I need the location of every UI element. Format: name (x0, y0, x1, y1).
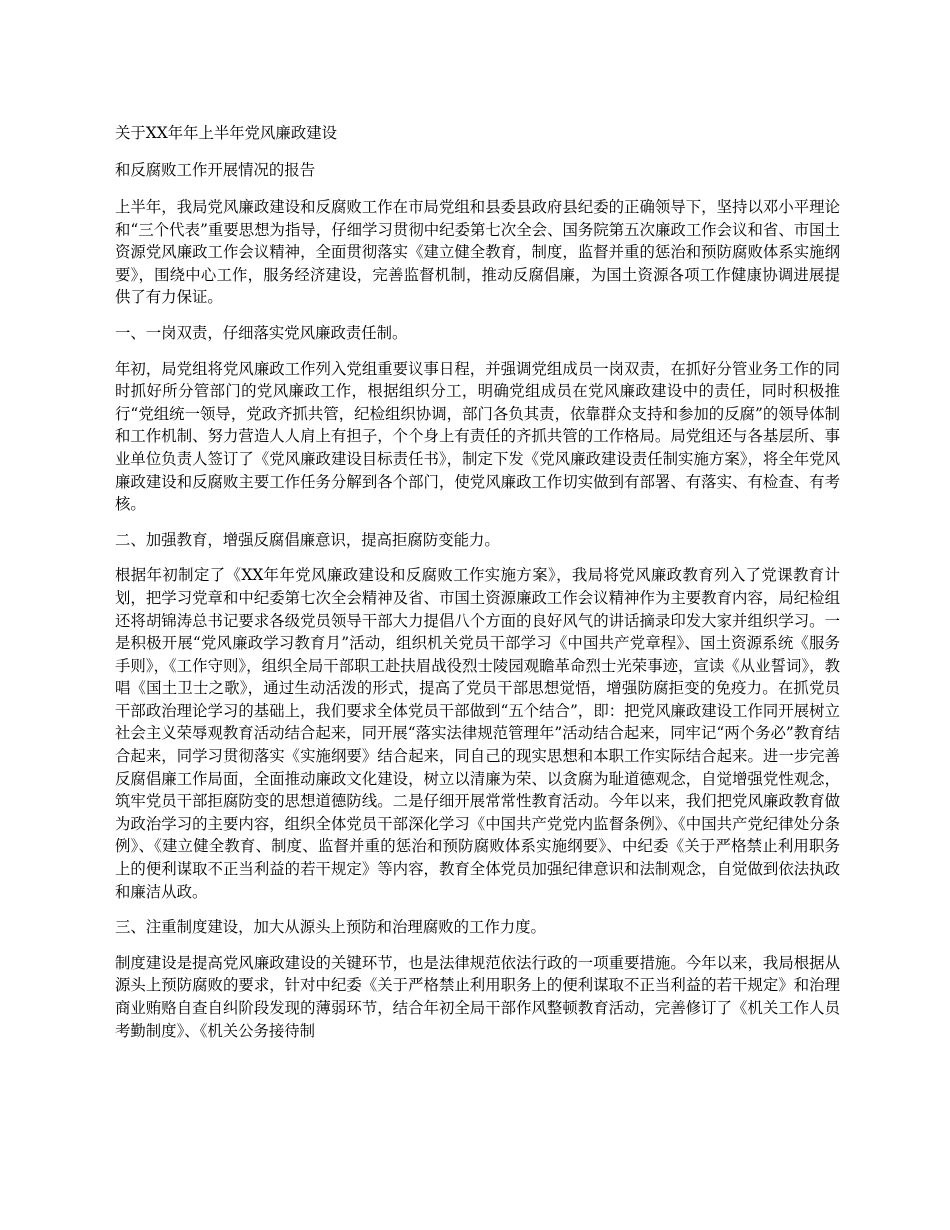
section-3-heading: 三、注重制度建设，加大从源头上预防和治理腐败的工作力度。 (115, 918, 546, 937)
document-title-line-1: 关于XX年年上半年党风廉政建设 (115, 124, 337, 142)
intro-paragraph: 上半年，我局党风廉政建设和反腐败工作在市局党组和县委县政府县纪委的正确领导下，坚持以邓小平理论和“三个代表”重要思想为指导，仔细学习贯彻中纪委第七次全会、国务院第五次廉政工作会议和省、市国土资源党风廉政工作会议精神，全面贯彻落实《建立健全教育，制度，监督并重的惩治和预防腐败体系实施纲要》，围绕中心工作，服务经济建设，完善监督机制，推动反腐倡廉，为国土资源各项工作健康协调进展提供了有力保证。 (115, 198, 840, 307)
section-1-body: 年初，局党组将党风廉政工作列入党组重要议事日程，并强调党组成员一岗双责，在抓好分管业务工作的同时抓好所分管部门的党风廉政工作，根据组织分工，明确党组成员在党风廉政建设中的责任，同时积极推行“党组统一领导，党政齐抓共管，纪检组织协调，部门各负其责，依靠群众支持和参加的反腐”的领导体制和工作机制、努力营造人人肩上有担子，个个身上有责任的齐抓共管的工作格局。局党组还与各基层所、事业单位负责人签订了《党风廉政建设目标责任书》，制定下发《党风廉政建设责任制实施方案》，将全年党风廉政建设和反腐败主要工作任务分解到各个部门，使党风廉政工作切实做到有部署、有落实、有检查、有考核。 (115, 359, 840, 514)
section-1-heading: 一、一岗双责，仔细落实党风廉政责任制。 (115, 323, 408, 342)
section-3-body: 制度建设是提高党风廉政建设的关键环节，也是法律规范依法行政的一项重要措施。今年以来，我局根据从源头上预防腐败的要求，针对中纪委《关于严格禁止利用职务上的便利谋取不正当利益的若干规定》和治理商业贿赂自查自纠阶段发现的薄弱环节，结合年初全局干部作风整顿教育活动，完善修订了《机关工作人员考勤制度》、《机关公务接待制 (115, 953, 840, 1040)
document-title-line-2: 和反腐败工作开展情况的报告 (115, 161, 316, 179)
section-2-body: 根据年初制定了《XX年年党风廉政建设和反腐败工作实施方案》，我局将党风廉政教育列入了党课教育计划，把学习党章和中纪委第七次全会精神及省、市国土资源廉政工作会议精神作为主要教育内容，局纪检组还将胡锦涛总书记要求各级党员领导干部大力提倡八个方面的良好风气的讲话摘录印发大家并组织学习。一是积极开展“党风廉政学习教育月”活动，组织机关党员干部学习《中国共产党章程》、国土资源系统《服务手则》，《工作守则》，组织全局干部职工赴扶眉战役烈士陵园观瞻革命烈士光荣事迹，宣读《从业誓词》，教唱《国土卫士之歌》，通过生动活泼的形式，提高了党员干部思想觉悟，增强防腐拒变的免疫力。在抓党员干部政治理论学习的基础上，我们要求全体党员干部做到“五个结合”，即：把党风廉政建设工作同开展树立社会主义荣辱观教育活动结合起来，同开展“落实法律规范管理年”活动结合起来，同牢记“两个务必”教育结合起来，同学习贯彻落实《实施纲要》结合起来，同自己的现实思想和本职工作实际结合起来。进一步完善反腐倡廉工作局面，全面推动廉政文化建设，树立以清廉为荣、以贪腐为耻道德观念，自觉增强党性观念，筑牢党员干部拒腐防变的思想道德防线。二是仔细开展常常性教育活动。今年以来，我们把党风廉政教育做为政治学习的主要内容，组织全体党员干部深化学习《中国共产党党内监督条例》、《中国共产党纪律处分条例》、《建立健全教育、制度、监督并重的惩治和预防腐败体系实施纲要》、中纪委《关于严格禁止利用职务上的便利谋取不正当利益的若干规定》等内容，教育全体党员加强纪律意识和法制观念，自觉做到依法执政和廉洁从政。 (115, 566, 840, 901)
document-page (115, 122, 840, 1055)
section-2-heading: 二、加强教育，增强反腐倡廉意识，提高拒腐防变能力。 (115, 530, 500, 549)
